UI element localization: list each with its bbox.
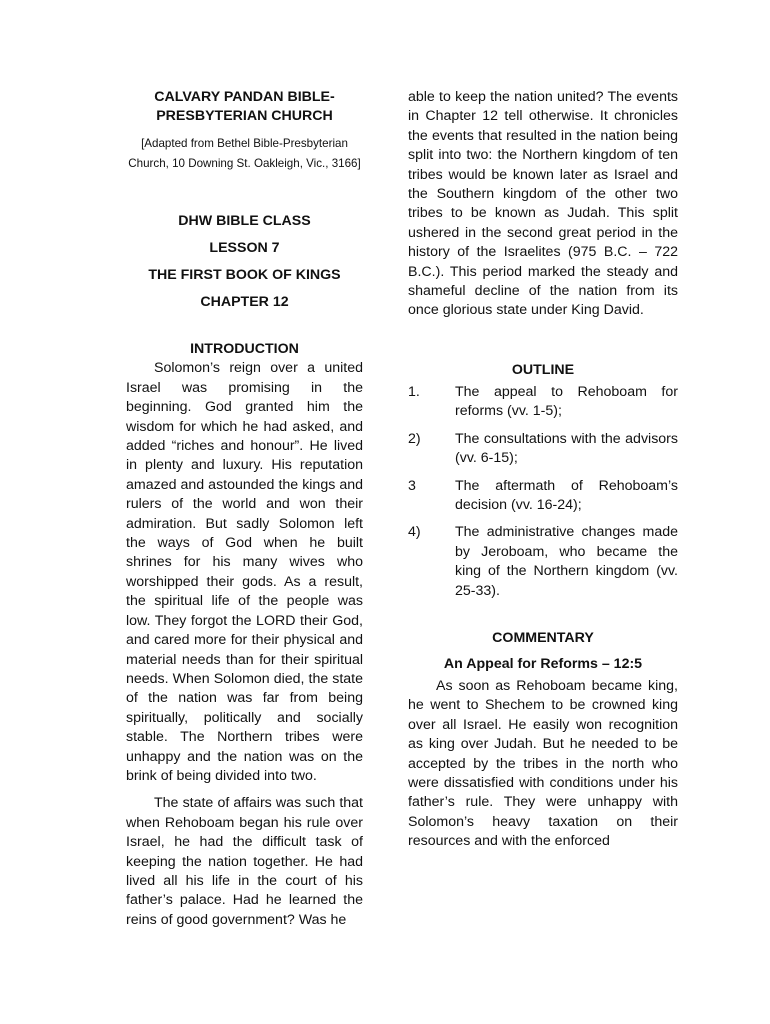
commentary-paragraph: As soon as Rehoboam became king, he went to Shechem to be crowned king over all Israel. He easily won recognition as king over Judah. But he needed to be accepted by the tribes in the north who were dissatisfied with conditions under his father’s rule. They were unhappy with Solomon’s heavy taxation on their resources and with the enforced — [408, 677, 678, 850]
introduction-heading: INTRODUCTION — [190, 341, 299, 357]
outline-item — [408, 523, 678, 601]
outline-heading: OUTLINE — [511, 361, 575, 378]
right-column — [408, 88, 678, 852]
outline-item — [408, 477, 678, 516]
outline-item-text: The aftermath of Rehoboam’s decision (vv. 16-24); — [455, 477, 678, 513]
chapter-title: CHAPTER 12 — [200, 294, 289, 310]
lesson-titles — [126, 208, 363, 316]
outline-item — [408, 430, 678, 469]
outline-item-text: The appeal to Rehoboam for reforms (vv. 1-5); — [455, 383, 678, 420]
outline-item-number: 2) — [408, 430, 421, 447]
outline-item — [408, 383, 678, 422]
outline-item-number: 4) — [408, 524, 421, 541]
church-name-line1: CALVARY PANDAN BIBLE- — [154, 89, 335, 105]
left-column — [126, 88, 363, 930]
outline-item-number: 3 — [408, 477, 416, 494]
commentary-heading: COMMENTARY — [492, 629, 594, 646]
section-heading: An Appeal for Reforms – 12:5 — [443, 655, 643, 672]
introduction-paragraph-1: Solomon’s reign over a united Israel was promising in the beginning. God granted him the wisdom for which he had asked, and added “riches and honour”. He lived in plenty and luxury. His reputation amazed and astounded the kings and rulers of the world and won their admiration. But sadly Solomon left the ways of God when he built shrines for his many wives who worshipped their gods. As a result, the spiritual life of the people was low. They forgot the LORD their God, and cared more for their physical and material needs than for their spiritual needs. When Solomon died, the state of the nation was far from being spiritually, politically and socially stable. The Northern tribes were unhappy and the nation was on the brink of being divided into two. — [126, 360, 363, 784]
introduction-paragraph-2: The state of affairs was such that when Rehoboam began his rule over Israel, he had the difficult task of keeping the nation together. He had lived all his life in the court of his father’s palace. Had he learned the reins of good government? Was he — [126, 795, 363, 928]
book-title: THE FIRST BOOK OF KINGS — [148, 267, 341, 283]
lesson-number: LESSON 7 — [209, 240, 280, 256]
outline-item-number: 1. — [408, 383, 420, 400]
outline-item-text: The administrative changes made by Jeroboam, who became the king of the Northern kingdom (vv. 25-33). — [455, 524, 678, 599]
class-title: DHW BIBLE CLASS — [178, 213, 311, 229]
continued-paragraph: able to keep the nation united? The events in Chapter 12 tell otherwise. It chronicles the events that resulted in the nation being split into two: the Northern kingdom of ten tribes would be known later as Israel and the Southern kingdom of the other two tribes to be known as Judah. This split ushered in the second great period in the history of the Israelites (975 B.C. – 722 B.C.). This period marked the steady and shameful decline of the nation from its once glorious state under King David. — [408, 89, 678, 319]
outline-list — [408, 383, 678, 601]
church-name-line2: PRESBYTERIAN CHURCH — [156, 108, 333, 124]
adapted-note: [Adapted from Bethel Bible-Presbyterian Church, 10 Downing St. Oakleigh, Vic., 3166] — [128, 137, 361, 170]
outline-item-text: The consultations with the advisors (vv. 6-15); — [455, 430, 678, 467]
